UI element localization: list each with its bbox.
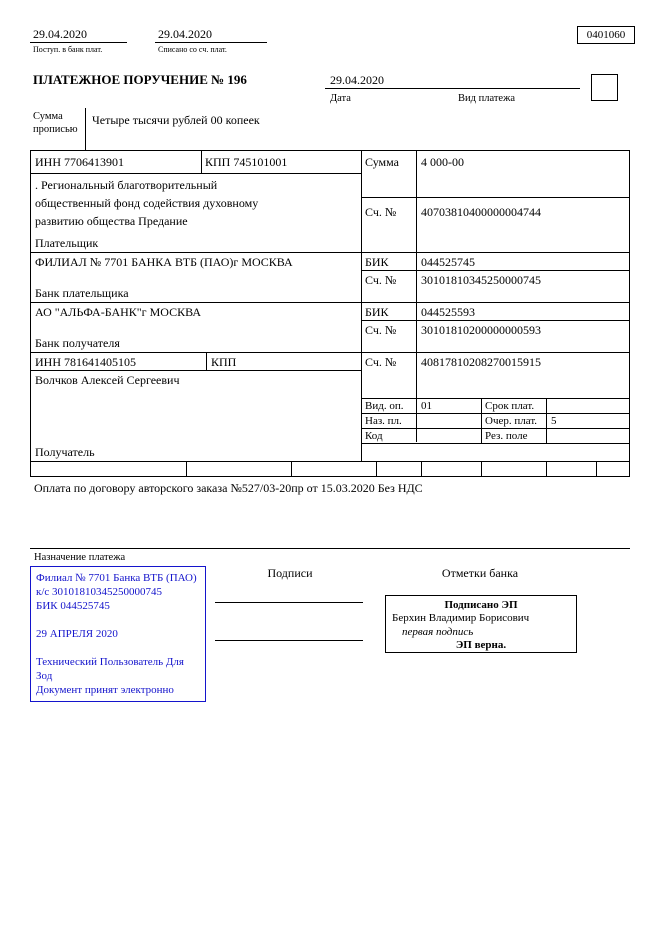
- grid-line: [31, 352, 629, 353]
- grid-line: [31, 370, 361, 371]
- payer-account-label: Сч. №: [365, 205, 397, 219]
- grid-line: [546, 462, 547, 476]
- bank-stamp-line: Документ принят электронно: [36, 684, 174, 697]
- purpose-label: Назначение платежа: [34, 552, 126, 563]
- payer-bank-label: Банк плательщика: [35, 286, 129, 300]
- payer-inn: ИНН 7706413901: [35, 155, 124, 169]
- grid-line: [481, 462, 482, 476]
- payee-bank-name: АО "АЛЬФА-БАНК"г МОСКВА: [35, 305, 202, 319]
- grid-line: [361, 398, 629, 399]
- grid-line: [546, 398, 547, 443]
- divider-line: [85, 108, 86, 150]
- reserve-field-label: Рез. поле: [485, 430, 528, 442]
- received-date-label: Поступ. в банк плат.: [33, 45, 103, 54]
- received-date: 29.04.2020: [33, 27, 87, 41]
- signature-line-1: [215, 602, 363, 603]
- priority-value: 5: [551, 415, 557, 427]
- payee-bank-bik-label: БИК: [365, 305, 389, 319]
- grid-line: [361, 197, 629, 198]
- payee-bank-corr: 30101810200000000593: [421, 323, 541, 337]
- purpose-text: Оплата по договору авторского заказа №527/03-20пр от 15.03.2020 Без НДС: [34, 481, 423, 495]
- payer-bank-corr-label: Сч. №: [365, 273, 397, 287]
- purpose-code-label: Наз. пл.: [365, 415, 402, 427]
- payer-kpp: КПП 745101001: [205, 155, 288, 169]
- rule-line: [30, 548, 630, 549]
- signature-line-2: [215, 640, 363, 641]
- payee-account-label: Сч. №: [365, 355, 397, 369]
- payee-bank-corr-label: Сч. №: [365, 323, 397, 337]
- payee-bank-bik: 044525593: [421, 305, 475, 319]
- grid-line: [31, 302, 629, 303]
- signatures-label: Подписи: [267, 566, 313, 580]
- grid-line: [291, 462, 292, 476]
- grid-line: [31, 173, 361, 174]
- op-kind-value: 01: [421, 400, 432, 412]
- rule-line: [325, 88, 580, 89]
- payer-bank-bik: 044525745: [421, 255, 475, 269]
- doc-date-label: Дата: [330, 93, 351, 104]
- debited-date-label: Списано со сч. плат.: [158, 45, 227, 54]
- ep-stamp-signer-name: Берхин Владимир Борисович: [392, 612, 530, 625]
- payer-bank-bik-label: БИК: [365, 255, 389, 269]
- grid-line: [596, 462, 597, 476]
- bank-stamp: [30, 566, 206, 702]
- grid-line: [201, 151, 202, 173]
- ep-stamp-title: Подписано ЭП: [444, 599, 518, 611]
- grid-line: [481, 398, 482, 443]
- bank-stamp-line: к/с 30101810345250000745: [36, 586, 163, 599]
- doc-date: 29.04.2020: [330, 73, 384, 87]
- priority-label: Очер. плат.: [485, 415, 538, 427]
- bank-stamp-line: 29 АПРЕЛЯ 2020: [36, 628, 118, 641]
- payee-name: Волчков Алексей Сергеевич: [35, 373, 180, 387]
- amount-words-value: Четыре тысячи рублей 00 копеек: [92, 113, 260, 127]
- payer-bank-name: ФИЛИАЛ № 7701 БАНКА ВТБ (ПАО)г МОСКВА: [35, 255, 293, 269]
- payment-kind-label: Вид платежа: [458, 93, 516, 104]
- bank-stamp-line: Филиал № 7701 Банка ВТБ (ПАО): [36, 572, 197, 584]
- payee-inn: ИНН 781641405105: [35, 355, 136, 369]
- payment-table: [30, 150, 630, 462]
- payer-label: Плательщик: [35, 236, 99, 250]
- payee-account: 40817810208270015915: [421, 355, 541, 369]
- bank-stamp-line: Технический Пользователь Для Зод: [36, 656, 184, 683]
- grid-line: [421, 462, 422, 476]
- form-code-box: 0401060: [577, 26, 635, 44]
- rule-line: [155, 42, 267, 43]
- ep-stamp: [385, 595, 577, 653]
- sum-value: 4 000-00: [421, 155, 464, 169]
- grid-line: [361, 320, 629, 321]
- payer-name: . Региональный благотворительный общественный фонд содействия духовному развитию общества Предание: [35, 178, 259, 228]
- payee-bank-label: Банк получателя: [35, 336, 120, 350]
- grid-line: [31, 252, 629, 253]
- code-label: Код: [365, 430, 383, 442]
- payee-label: Получатель: [35, 445, 95, 459]
- sum-label: Сумма: [365, 155, 399, 169]
- op-kind-label: Вид. оп.: [365, 400, 404, 412]
- ep-stamp-verdict: ЭП верна.: [455, 639, 507, 652]
- bank-marks-label: Отметки банка: [441, 566, 519, 580]
- payment-kind-box: [591, 74, 618, 101]
- debited-date: 29.04.2020: [158, 27, 212, 41]
- grid-line: [206, 352, 207, 370]
- ep-stamp-signature-kind: первая подпись: [402, 625, 474, 638]
- amount-words-label: Сумма прописью: [33, 111, 78, 136]
- grid-line: [361, 270, 629, 271]
- codes-strip: [30, 462, 630, 477]
- rule-line: [30, 42, 127, 43]
- payer-bank-corr: 30101810345250000745: [421, 273, 541, 287]
- pay-term-label: Срок плат.: [485, 400, 535, 412]
- grid-line: [186, 462, 187, 476]
- payee-kpp-label: КПП: [211, 355, 237, 369]
- doc-title: ПЛАТЕЖНОЕ ПОРУЧЕНИЕ № 196: [33, 72, 247, 87]
- grid-line: [376, 462, 377, 476]
- bank-stamp-line: БИК 044525745: [36, 600, 110, 613]
- payer-account: 40703810400000004744: [421, 205, 541, 219]
